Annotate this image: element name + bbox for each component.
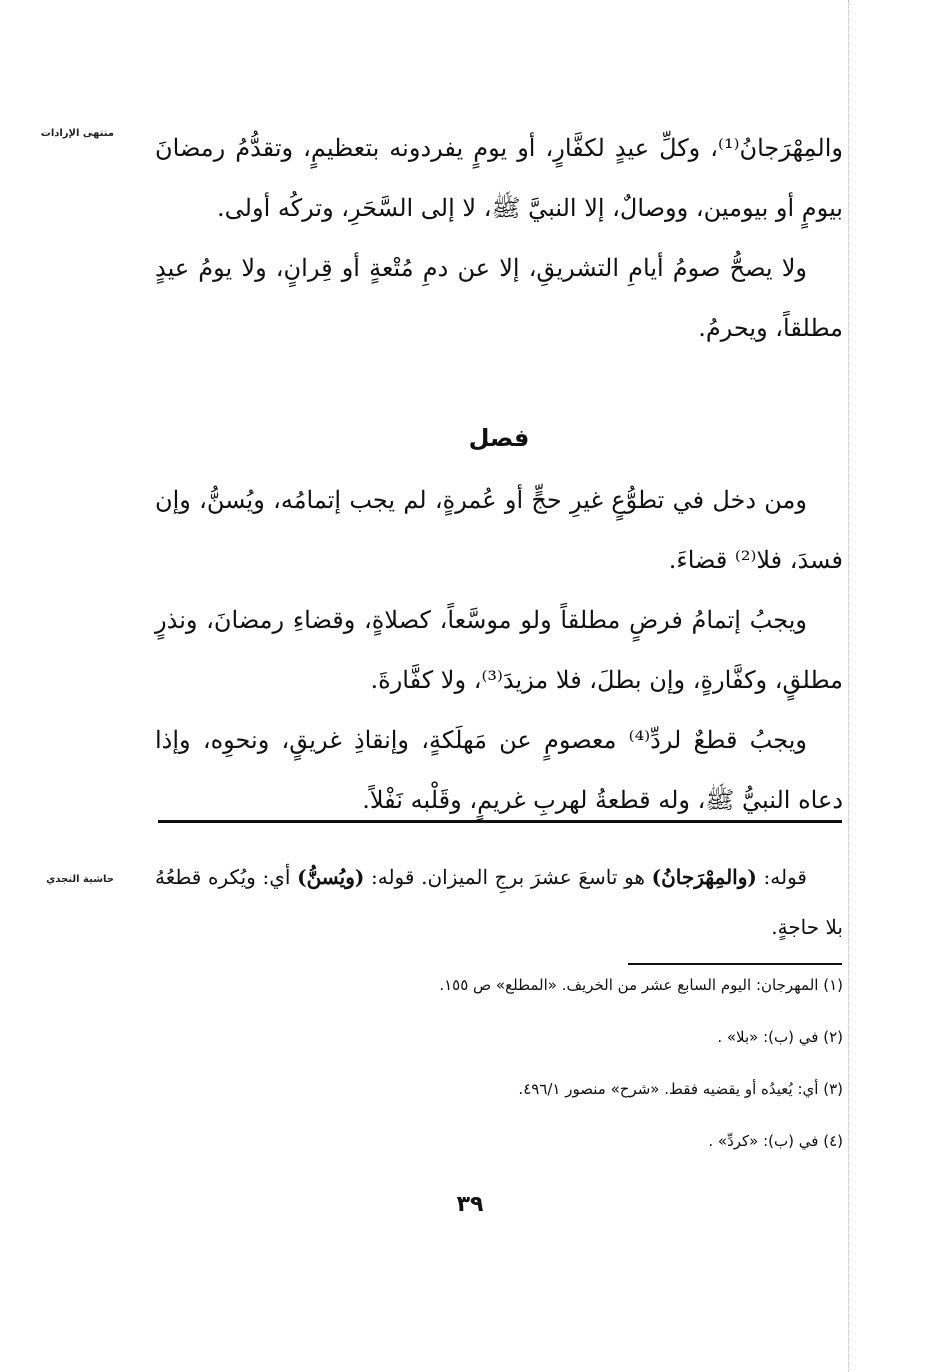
footnote-1: (١) المهرجان: اليوم السابع عشر من الخريف. «المطلع» ص ١٥٥. bbox=[439, 976, 843, 994]
footnotes-list bbox=[300, 970, 843, 1178]
paragraph-2: ولا يصحُّ صومُ أيامِ التشريقِ، إلا عن دمِ مُتْعةٍ أو قِرانٍ، ولا يومُ عيدٍ مطلقاً، ويحرمُ. bbox=[155, 254, 843, 342]
section-heading: فصل bbox=[468, 424, 530, 452]
paragraph-1: والمِهْرَجانُ⁽¹⁾، وكلِّ عيدٍ لكفَّارٍ، أو يومٍ يفردونه بتعظيمٍ، وتقدُّمُ رمضانَ بيومٍ أو بيومين، ووصالٌ، إلا النبيَّ ﷺ، لا إلى السَّحَرِ، وتركُه أولى. bbox=[155, 134, 843, 222]
main-text-block-1 bbox=[155, 118, 843, 358]
paragraph-5: ويجبُ قطعٌ لردِّ⁽⁴⁾ معصومٍ عن مَهلَكةٍ، وإنقاذِ غريقٍ، ونحوِه، وإذا دعاه النبيُّ ﷺ، وله قطعةُ لهربِ غريمٍ، وقَلْبه نَفْلاً. bbox=[155, 726, 843, 814]
hashiya-block bbox=[155, 852, 843, 952]
hashiya-text-3: أي: ويُكره قطعُهُ بلا حاجةٍ. bbox=[155, 865, 843, 939]
hashiya-text-1: قوله: bbox=[756, 865, 807, 889]
paragraph-4: ويجبُ إتمامُ فرضٍ مطلقاً ولو موسَّعاً، كصلاةٍ، وقضاءِ رمضانَ، ونذرٍ مطلقٍ، وكفَّارةٍ، وإن بطلَ، فلا مزيدَ⁽³⁾، ولا كفَّارةَ. bbox=[155, 606, 843, 694]
hashiya-term-2: (ويُسنُّ) bbox=[297, 865, 365, 889]
hashiya-paragraph bbox=[155, 852, 843, 952]
side-label-hashiya: حاشية النجدي bbox=[46, 874, 114, 885]
margin-dotted-line bbox=[848, 0, 849, 1372]
page-number: ٣٩ bbox=[456, 1192, 484, 1217]
hashiya-term-1: (والمِهْرَجانُ) bbox=[651, 865, 757, 889]
footnote-3: (٣) أي: يُعيدُه أو يقضيه فقط. «شرح» منصور ٤٩٦/١. bbox=[518, 1080, 843, 1098]
side-label-main-text: منتهى الإرادات bbox=[40, 128, 114, 139]
hashiya-text-2: هو تاسعَ عشرَ برجِ الميزان. قوله: bbox=[364, 865, 652, 889]
paragraph-3: ومن دخل في تطوُّعٍ غيرِ حجٍّ أو عُمرةٍ، لم يجب إتمامُه، ويُسنُّ، وإن فسدَ، فلا⁽²⁾ قضاءَ. bbox=[155, 486, 843, 574]
separator-rule bbox=[158, 820, 842, 823]
footnote-4: (٤) في (ب): «كردِّ» . bbox=[708, 1132, 843, 1150]
footnote-separator-rule bbox=[628, 963, 842, 965]
main-text-block-2 bbox=[155, 470, 843, 830]
footnote-2: (٢) في (ب): «بلا» . bbox=[717, 1028, 843, 1046]
